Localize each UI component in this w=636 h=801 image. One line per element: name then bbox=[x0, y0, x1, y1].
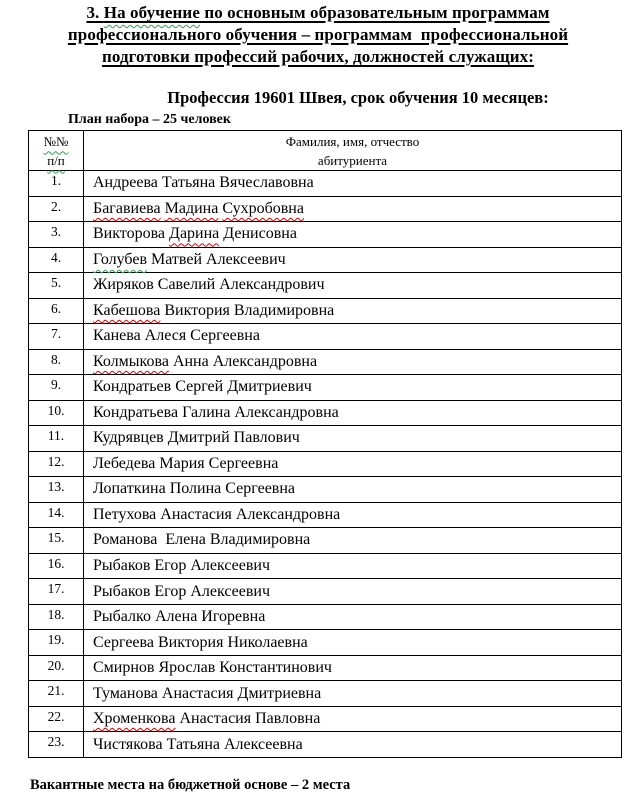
row-number: 14. bbox=[29, 502, 84, 528]
row-number: 17. bbox=[29, 579, 84, 605]
table-row bbox=[29, 579, 622, 605]
applicant-name: Сергеева Виктория Николаевна bbox=[84, 630, 622, 656]
header-number-line1: №№ bbox=[43, 133, 69, 149]
applicant-name: Хроменкова Анастасия Павловна bbox=[84, 706, 622, 732]
table-row bbox=[29, 553, 622, 579]
table-row bbox=[29, 604, 622, 630]
table-row bbox=[29, 247, 622, 273]
spellchecked-word: Кабешова bbox=[93, 301, 161, 319]
table-header-row bbox=[29, 131, 622, 171]
row-number: 21. bbox=[29, 681, 84, 707]
header-name-line1: Фамилия, имя, отчество bbox=[285, 133, 420, 149]
row-number: 8. bbox=[29, 349, 84, 375]
row-number: 3. bbox=[29, 222, 84, 248]
title-text: по основным образовательным программам bbox=[199, 3, 550, 22]
spellchecked-word: Мадина bbox=[164, 199, 219, 217]
document-title bbox=[0, 2, 636, 68]
table-row bbox=[29, 171, 622, 197]
applicant-name: Жиряков Савелий Александрович bbox=[84, 273, 622, 299]
row-number: 11. bbox=[29, 426, 84, 452]
table-row bbox=[29, 528, 622, 554]
table-row bbox=[29, 630, 622, 656]
row-number: 7. bbox=[29, 324, 84, 350]
row-number: 6. bbox=[29, 298, 84, 324]
table-row bbox=[29, 706, 622, 732]
applicant-name: Кондратьева Галина Александровна bbox=[84, 400, 622, 426]
applicant-name: Смирнов Ярослав Константинович bbox=[84, 655, 622, 681]
applicant-name: Кондратьев Сергей Дмитриевич bbox=[84, 375, 622, 401]
row-number: 20. bbox=[29, 655, 84, 681]
table-row bbox=[29, 502, 622, 528]
applicant-name: Колмыкова Анна Александровна bbox=[84, 349, 622, 375]
row-number: 2. bbox=[29, 196, 84, 222]
profession-heading: Профессия 19601 Швея, срок обучения 10 месяцев: bbox=[167, 88, 549, 107]
header-number-column bbox=[29, 131, 84, 171]
applicant-name: Викторова Дарина Денисовна bbox=[84, 222, 622, 248]
title-line-3: подготовки профессий рабочих, должностей служащих: bbox=[101, 47, 535, 66]
applicant-name: Лебедева Мария Сергеевна bbox=[84, 451, 622, 477]
table-row bbox=[29, 451, 622, 477]
vacant-places-note: Вакантные места на бюджетной основе – 2 места bbox=[30, 777, 351, 793]
row-number: 1. bbox=[29, 171, 84, 197]
row-number: 9. bbox=[29, 375, 84, 401]
applicant-name: Чистякова Татьяна Алексеевна bbox=[84, 732, 622, 758]
applicant-name: Канева Алеся Сергеевна bbox=[84, 324, 622, 350]
row-number: 18. bbox=[29, 604, 84, 630]
table-row bbox=[29, 681, 622, 707]
row-number: 12. bbox=[29, 451, 84, 477]
row-number: 10. bbox=[29, 400, 84, 426]
applicant-name bbox=[84, 196, 622, 222]
row-number: 5. bbox=[29, 273, 84, 299]
row-number: 22. bbox=[29, 706, 84, 732]
row-number: 15. bbox=[29, 528, 84, 554]
applicant-name: Романова Елена Владимировна bbox=[84, 528, 622, 554]
table-row bbox=[29, 196, 622, 222]
spellchecked-word: Голубев bbox=[93, 250, 147, 268]
header-number-line2: п/п bbox=[47, 152, 65, 168]
spellchecked-word: Дарина bbox=[169, 225, 220, 243]
table-row bbox=[29, 477, 622, 503]
table-row bbox=[29, 655, 622, 681]
title-text-spellchecked: На обучение bbox=[103, 3, 200, 22]
spellchecked-word: Сухробовна bbox=[222, 199, 304, 217]
header-name-column bbox=[84, 131, 622, 171]
table-row bbox=[29, 298, 622, 324]
table-row bbox=[29, 732, 622, 758]
applicant-name: Кабешова Виктория Владимировна bbox=[84, 298, 622, 324]
table-row bbox=[29, 324, 622, 350]
table-row bbox=[29, 273, 622, 299]
applicant-name: Лопаткина Полина Сергеевна bbox=[84, 477, 622, 503]
spellchecked-word: Колмыкова bbox=[93, 352, 169, 370]
table-row bbox=[29, 426, 622, 452]
spellchecked-word: Багавиева bbox=[93, 199, 161, 217]
row-number: 16. bbox=[29, 553, 84, 579]
header-name-line2: абитуриента bbox=[317, 152, 388, 168]
spellchecked-word: Хроменкова bbox=[93, 710, 176, 728]
applicant-name: Кудрявцев Дмитрий Павлович bbox=[84, 426, 622, 452]
applicant-name: Рыбалко Алена Игоревна bbox=[84, 604, 622, 630]
applicant-name: Туманова Анастасия Дмитриевна bbox=[84, 681, 622, 707]
applicant-name: Андреева Татьяна Вячеславовна bbox=[84, 171, 622, 197]
applicants-table bbox=[28, 130, 622, 758]
table-row bbox=[29, 222, 622, 248]
row-number: 4. bbox=[29, 247, 84, 273]
applicant-name: Рыбаков Егор Алексеевич bbox=[84, 579, 622, 605]
applicant-name: Петухова Анастасия Александровна bbox=[84, 502, 622, 528]
enrollment-plan-line: План набора – 25 человек bbox=[68, 112, 231, 127]
title-line-1 bbox=[0, 2, 636, 24]
title-line-2: профессионального обучения – программам профессиональной bbox=[67, 25, 569, 44]
table-row bbox=[29, 375, 622, 401]
applicant-name: Голубев Матвей Алексеевич bbox=[84, 247, 622, 273]
row-number: 13. bbox=[29, 477, 84, 503]
row-number: 19. bbox=[29, 630, 84, 656]
title-text: 3. bbox=[86, 3, 104, 22]
applicant-name: Рыбаков Егор Алексеевич bbox=[84, 553, 622, 579]
table-row bbox=[29, 400, 622, 426]
row-number: 23. bbox=[29, 732, 84, 758]
table-row bbox=[29, 349, 622, 375]
